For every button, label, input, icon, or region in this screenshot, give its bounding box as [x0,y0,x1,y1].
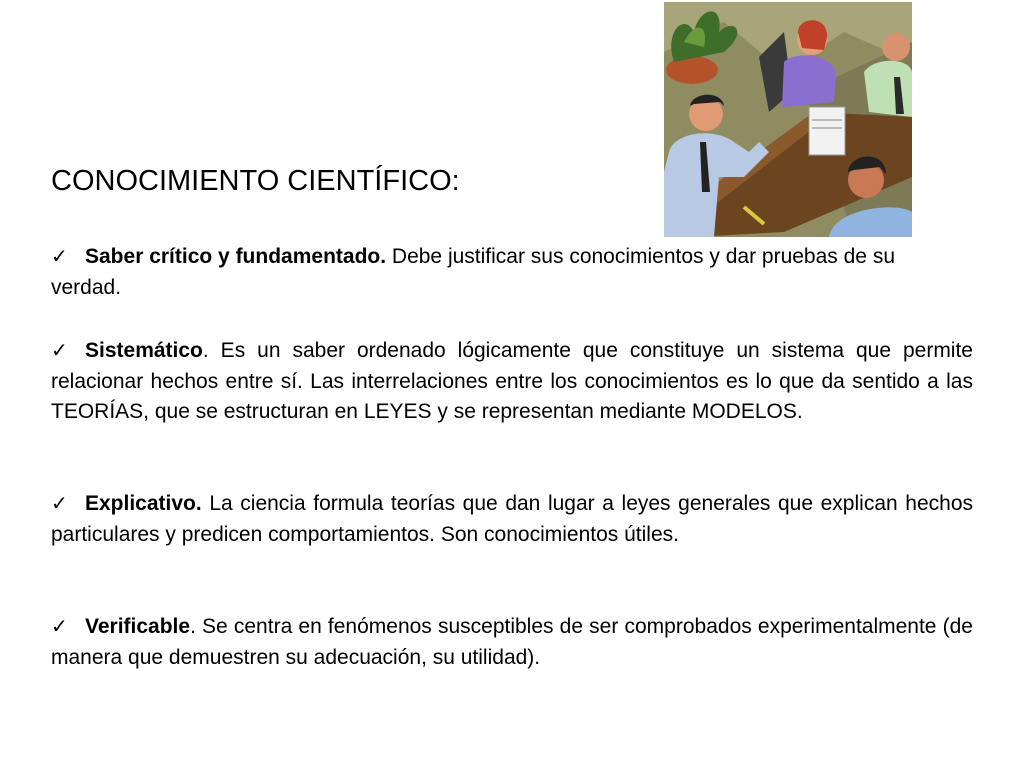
checkmark-icon: ✓ [51,493,68,515]
item-heading: Explicativo. [85,492,202,515]
checkmark-icon: ✓ [51,340,68,362]
checkmark-icon: ✓ [51,616,68,638]
item-text: . Se centra en fenómenos susceptibles de ser comprobados experimentalmente (de manera que demuestren su adecuación, su utilidad). [51,615,973,669]
item-text: Debe justificar sus conocimientos y dar pruebas de su verdad. [51,245,895,299]
item-text: La ciencia formula teorías que dan lugar a leyes generales que explican hechos particulares y predicen comportamientos. Son conocimientos útiles. [51,492,973,546]
slide-title: CONOCIMIENTO CIENTÍFICO: [51,165,460,197]
item-text: . Es un saber ordenado lógicamente que constituye un sistema que permite relacionar hechos entre sí. Las interrelaciones entre los conocimientos es lo que da sentido a las TEORÍAS, que se estructuran en LEYES y se representan mediante MODELOS. [51,339,973,423]
meeting-clipart-icon [664,2,912,237]
item-heading: Verificable [85,615,191,638]
list-item [51,336,973,428]
list-item [51,612,973,673]
list-item [51,489,973,550]
item-heading: Sistemático [85,339,203,362]
list-item [51,242,916,303]
checkmark-icon: ✓ [51,246,68,268]
item-heading: Saber crítico y fundamentado. [85,245,387,268]
